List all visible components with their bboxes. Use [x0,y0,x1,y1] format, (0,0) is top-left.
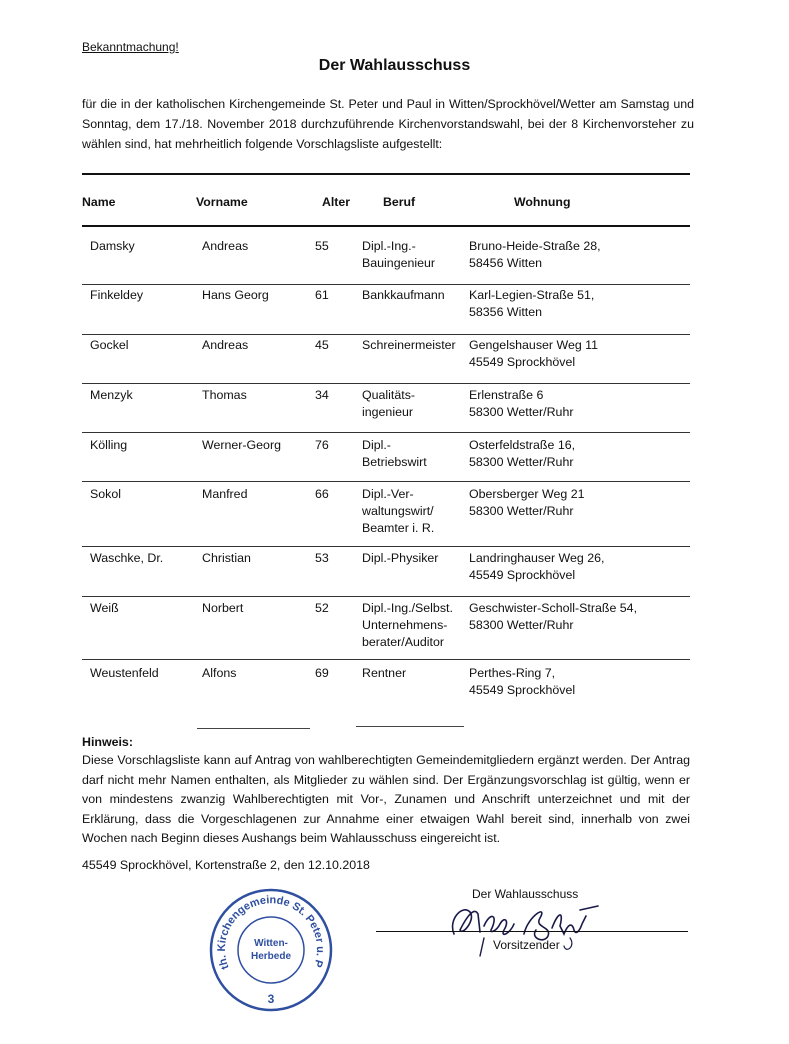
cell-name-line: Damsky [90,239,135,253]
notice-text: Diese Vorschlagsliste kann auf Antrag von wahlberechtigten Gemeindemitgliedern ergänzt werden. Der Antrag darf nicht mehr Namen enthalten, als Mitglieder zu wählen sind. Der Ergänzungsvorschlag ist gültig, wenn er von mindestens zwanzig Wahlberechtigten mit Vor-, Zunamen und Anschrift unterzeichnet und mit der Erklärung, dass die Vorgeschlagenen zur Annahme einer etwaigen Wahl bereit sind, innerhalb von zwei Wochen nach Beginn dieses Aushangs beim Wahlausschuss eingereicht ist. [82,753,690,845]
page-title: Der Wahlausschuss [318,57,471,74]
signature-line [376,931,688,932]
cell-name [90,287,143,304]
cell-alter [315,238,329,255]
cell-alter-line: 52 [315,601,329,615]
cell-name-line: Waschke, Dr. [90,551,164,565]
separator-line-right [356,726,464,727]
cell-wohnung-line: 45549 Sprockhövel [469,355,576,369]
cell-wohnung [469,600,637,634]
cell-name-line: Weustenfeld [90,666,159,680]
cell-beruf [362,287,445,304]
cell-vorname [202,486,247,503]
cell-vorname [202,600,243,617]
separator-line-left [197,728,310,729]
cell-wohnung-line: 58356 Witten [469,305,543,319]
cell-beruf-line: Beamter i. R. [362,521,435,535]
cell-alter [315,600,329,617]
row-divider [82,596,690,597]
cell-vorname [202,387,247,404]
cell-vorname [202,238,248,255]
cell-wohnung-line: Bruno-Heide-Straße 28, [469,239,601,253]
row-divider [82,284,690,285]
cell-beruf [362,437,427,471]
stamp-center-line-1: Witten- [254,938,288,949]
cell-alter-line: 69 [315,666,329,680]
column-header-wohnung: Wohnung [514,195,571,209]
cell-name-line: Sokol [90,487,121,501]
cell-wohnung-line: 45549 Sprockhövel [469,568,576,582]
cell-name [90,600,119,617]
cell-vorname-line: Norbert [202,601,244,615]
cell-alter [315,486,329,503]
cell-beruf-line: Dipl.-Ver- [362,487,414,501]
table-top-rule [82,173,690,175]
cell-vorname-line: Andreas [202,239,249,253]
cell-name-line: Kölling [90,438,128,452]
cell-alter [315,287,329,304]
cell-wohnung-line: 45549 Sprockhövel [469,683,576,697]
cell-beruf-line: Betriebswirt [362,455,427,469]
cell-wohnung-line: Osterfeldstraße 16, [469,438,576,452]
row-divider [82,432,690,433]
cell-beruf-line: Bankkaufmann [362,288,445,302]
cell-beruf-line: Dipl.-Ing./Selbst. [362,601,453,615]
cell-beruf-line: Unternehmens- [362,618,448,632]
cell-name [90,665,159,682]
cell-beruf [362,486,434,537]
cell-vorname-line: Werner-Georg [202,438,281,452]
cell-wohnung-line: Gengelshauser Weg 11 [469,338,599,352]
cell-vorname-line: Hans Georg [202,288,269,302]
cell-beruf-line: Dipl.- [362,438,391,452]
cell-wohnung [469,550,604,584]
cell-alter-line: 55 [315,239,329,253]
cell-alter-line: 66 [315,487,329,501]
stamp-ring-text: th. Kirchengemeinde St. Peter u. P [215,894,327,971]
cell-vorname [202,550,251,567]
stamp-center-line-2: Herbede [250,951,292,962]
row-divider [82,383,690,384]
row-divider [82,659,690,660]
cell-vorname-line: Thomas [202,388,247,402]
cell-vorname-line: Alfons [202,666,237,680]
cell-name [90,238,135,255]
cell-alter [315,337,329,354]
cell-wohnung-line: Karl-Legien-Straße 51, [469,288,595,302]
cell-wohnung-line: 58456 Witten [469,256,543,270]
cell-beruf-line: waltungswirt/ [362,504,434,518]
announcement-label: Bekanntmachung! [82,40,179,54]
cell-alter-line: 53 [315,551,329,565]
cell-name [90,550,163,567]
cell-wohnung-line: Obersberger Weg 21 [469,487,585,501]
cell-wohnung [469,238,601,272]
cell-alter [315,387,329,404]
cell-name [90,486,121,503]
signature-org: Der Wahlausschuss [472,887,579,901]
cell-alter-line: 61 [315,288,329,302]
cell-beruf [362,337,456,354]
signature-role: Vorsitzender [493,938,560,952]
cell-wohnung [469,337,598,371]
cell-wohnung [469,287,594,321]
cell-wohnung-line: Perthes-Ring 7, [469,666,556,680]
cell-beruf-line: Dipl.-Ing.- [362,239,416,253]
cell-name [90,387,133,404]
row-divider [82,546,690,547]
cell-beruf-line: Qualitäts- [362,388,416,402]
cell-name [90,437,127,454]
cell-beruf [362,665,406,682]
cell-vorname [202,287,269,304]
cell-wohnung [469,437,575,471]
cell-beruf-line: Dipl.-Physiker [362,551,439,565]
cell-beruf [362,550,438,567]
cell-alter [315,665,329,682]
cell-beruf [362,238,435,272]
cell-beruf-line: ingenieur [362,405,413,419]
cell-beruf [362,387,415,421]
column-header-beruf: Beruf [383,195,416,209]
parish-stamp [207,886,335,1019]
cell-vorname-line: Manfred [202,487,248,501]
cell-beruf-line: Rentner [362,666,407,680]
cell-alter [315,550,329,567]
cell-vorname [202,337,248,354]
cell-wohnung [469,486,584,520]
cell-vorname [202,665,236,682]
cell-name [90,337,129,354]
cell-wohnung-line: Geschwister-Scholl-Straße 54, [469,601,638,615]
cell-vorname-line: Christian [202,551,251,565]
cell-beruf [362,600,453,651]
cell-alter-line: 76 [315,438,329,452]
intro-paragraph: für die in der katholischen Kirchengemeinde St. Peter und Paul in Witten/Sprockhövel/Wetter am Samstag und Sonntag, dem 17./18. November 2018 durchzuführende Kirchenvorstandswahl, bei der 8 Kirchenvorsteher zu wählen sind, hat mehrheitlich folgende Vorschlagsliste aufgestellt: [82,97,694,151]
cell-wohnung-line: 58300 Wetter/Ruhr [469,618,574,632]
cell-wohnung-line: 58300 Wetter/Ruhr [469,405,574,419]
handwritten-signature [440,890,610,965]
cell-wohnung-line: Landringhauser Weg 26, [469,551,605,565]
cell-alter [315,437,329,454]
cell-wohnung-line: 58300 Wetter/Ruhr [469,455,574,469]
table-header-rule [82,225,690,227]
cell-beruf-line: Bauingenieur [362,256,436,270]
cell-alter-line: 45 [315,338,329,352]
cell-wohnung-line: Erlenstraße 6 [469,388,544,402]
column-header-vorname: Vorname [196,195,248,209]
row-divider [82,481,690,482]
cell-vorname [202,437,281,454]
cell-name-line: Gockel [90,338,129,352]
cell-name-line: Weiß [90,601,119,615]
cell-wohnung [469,387,573,421]
notice-heading: Hinweis: [82,735,133,749]
column-header-alter: Alter [322,195,351,209]
cell-name-line: Menzyk [90,388,133,402]
row-divider [82,334,690,335]
stamp-number: 3 [267,992,275,1006]
cell-wohnung [469,665,575,699]
column-header-name: Name [82,195,116,209]
cell-vorname-line: Andreas [202,338,249,352]
cell-beruf-line: berater/Auditor [362,635,444,649]
cell-name-line: Finkeldey [90,288,144,302]
cell-wohnung-line: 58300 Wetter/Ruhr [469,504,574,518]
cell-beruf-line: Schreinermeister [362,338,456,352]
place-date: 45549 Sprockhövel, Kortenstraße 2, den 12.10.2018 [82,858,370,872]
cell-alter-line: 34 [315,388,329,402]
